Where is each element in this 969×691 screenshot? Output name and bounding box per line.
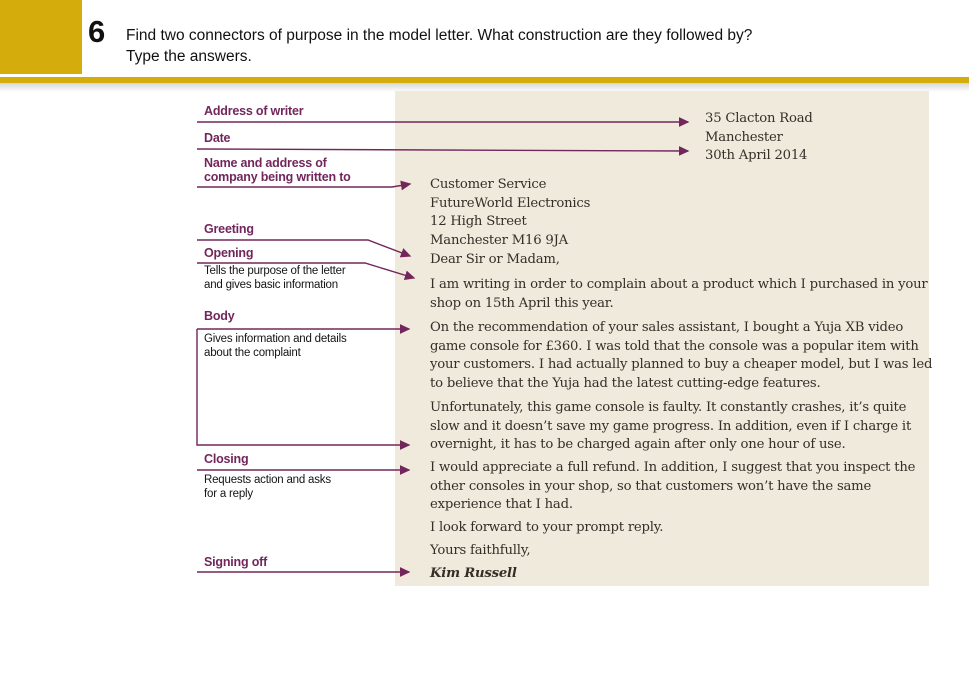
- connector-recipient: [197, 184, 410, 187]
- note-body: [204, 333, 347, 360]
- text-line: game console for £360. I was told that the console was a popular item with: [430, 338, 919, 354]
- text-line: Manchester: [705, 129, 783, 145]
- text-line: Type the answers.: [126, 48, 252, 65]
- text-line: shop on 15th April this year.: [430, 295, 614, 311]
- label-name-and-address: [204, 157, 351, 184]
- letter-panel: [395, 91, 933, 586]
- text-line: Gives information and details: [204, 333, 347, 345]
- gold-corner-block: [0, 0, 82, 74]
- label-opening: Opening: [204, 246, 254, 260]
- text-line: about the complaint: [204, 346, 301, 359]
- text-line: FutureWorld Electronics: [430, 195, 591, 211]
- label-address-of-writer: Address of writer: [204, 104, 304, 118]
- paragraph-body-1: [430, 319, 932, 393]
- text-line: company being written to: [204, 169, 351, 184]
- text-line: I am writing in order to complain about a product which I purchased in your: [430, 277, 928, 292]
- text-line: and gives basic information: [204, 278, 338, 291]
- salutation: Dear Sir or Madam,: [430, 252, 560, 267]
- text-line: slow and it doesn’t save my game progress. In addition, even if I charge it: [430, 418, 912, 434]
- text-line: Customer Service: [430, 177, 547, 192]
- question-text: [126, 25, 956, 67]
- text-line: for a reply: [204, 487, 253, 500]
- text-line: 35 Clacton Road: [705, 111, 813, 126]
- label-signing-off: Signing off: [204, 555, 268, 569]
- text-line: Unfortunately, this game console is faulty. It constantly crashes, it’s quite: [430, 400, 907, 415]
- text-line: Tells the purpose of the letter: [204, 265, 346, 277]
- text-line: experience that I had.: [430, 497, 573, 512]
- text-line: to believe that the Yuja had the latest cutting-edge features.: [430, 375, 821, 391]
- signoff-line: Yours faithfully,: [430, 543, 531, 558]
- text-line: Requests action and asks: [204, 474, 331, 486]
- closing-line: I look forward to your prompt reply.: [430, 520, 664, 535]
- label-body: Body: [204, 309, 235, 323]
- text-line: Find two connectors of purpose in the model letter. What construction are they followed by?: [126, 27, 753, 44]
- signature: Kim Russell: [430, 566, 517, 581]
- paragraph-opening: [430, 276, 928, 313]
- text-line: Name and address of: [204, 156, 327, 170]
- label-greeting: Greeting: [204, 222, 254, 236]
- text-line: I would appreciate a full refund. In addition, I suggest that you inspect the: [430, 460, 916, 475]
- label-date: Date: [204, 131, 231, 145]
- exercise-number: 6: [88, 14, 106, 49]
- text-line: other consoles in your shop, so that customers won’t have the same: [430, 478, 872, 494]
- paragraph-closing: [430, 459, 915, 515]
- text-line: your customers. I had actually planned to buy a cheaper model, but I was led: [430, 357, 933, 372]
- text-line: overnight, it has to be charged again after only one hour of use.: [430, 437, 846, 452]
- recipient-address: [430, 176, 590, 250]
- sender-address: [705, 110, 813, 166]
- label-closing: Closing: [204, 452, 249, 466]
- paragraph-body-2: [430, 399, 911, 455]
- note-opening: [204, 265, 345, 292]
- text-line: Manchester M16 9JA: [430, 232, 568, 248]
- text-line: 12 High Street: [430, 214, 527, 229]
- text-line: 30th April 2014: [705, 148, 808, 163]
- note-closing: [204, 474, 331, 501]
- text-line: On the recommendation of your sales assistant, I bought a Yuja XB video: [430, 320, 904, 335]
